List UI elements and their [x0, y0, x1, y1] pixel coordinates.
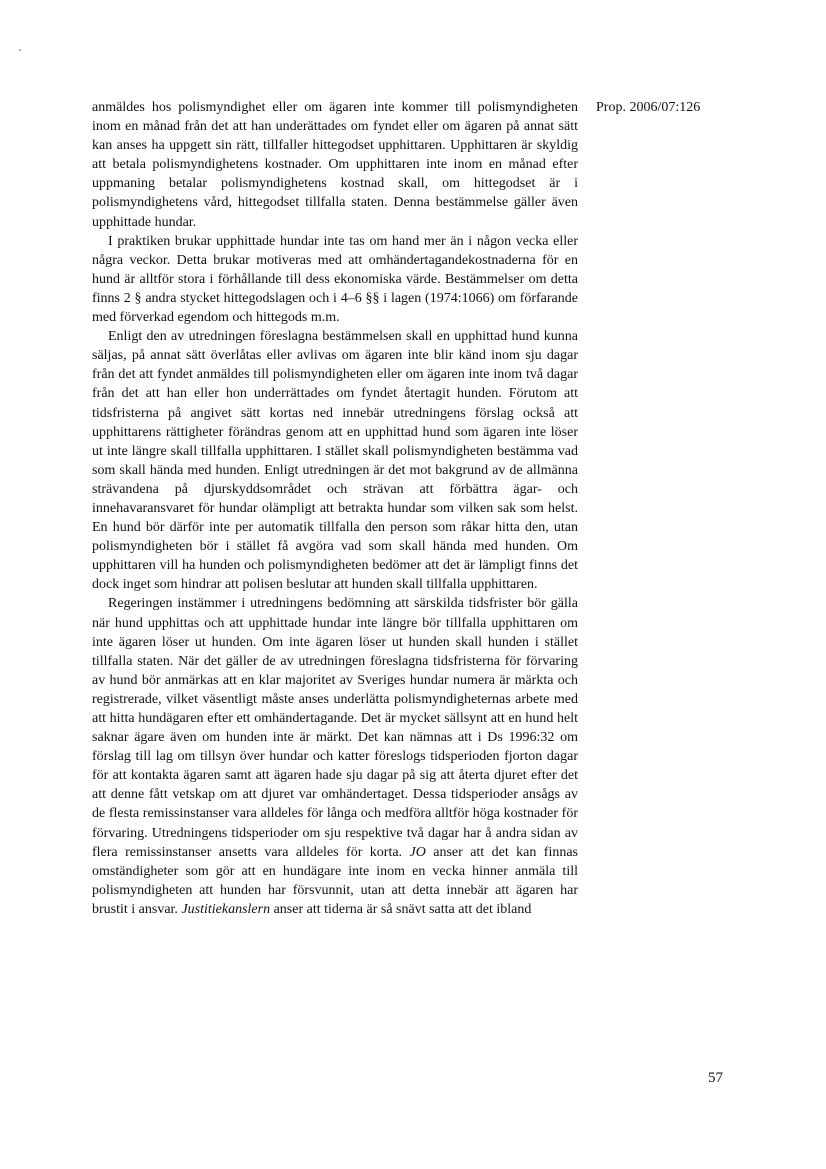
- paragraph-4-text-before: Regeringen instämmer i utredningens bedömning att särskilda tidsfrister bör gälla när hund upphittas och att upphittade hundar inte längre bör tillfalla upphittaren om inte ägaren löser ut hunden. Om inte ägaren löser ut hunden skall hunden i stället tillfalla staten. När det gäller de av utredningen föreslagna tidsfristerna för förvaring av hund bör anmärkas att en klar majoritet av Sveriges hundar numera är märkta och registrerade, vilket väsentligt måste anses underlätta polismyndigheternas arbete med att hitta hundägaren efter ett omhändertagande. Det är mycket sällsynt att en hund helt saknar ägare även om hunden inte är märkt. Det kan nämnas att i Ds 1996:32 om förslag till lag om tillsyn över hundar och katter föreslogs tidsperioden fjorton dagar för att kontakta ägaren samt att ägaren hade sju dagar på sig att återta djuret efter det att denne fått vetskap om att djuret var omhändertaget. Dessa tidsperioder ansågs av de flesta remissinstanser vara alldeles för långa och medföra alltför höga kostnader för förvaring. Utredningens tidsperioder om sju respektive två dagar har å andra sidan av flera remissinstanser ansetts vara alldeles för korta.: [92, 596, 578, 860]
- jo-emphasis: JO: [409, 844, 426, 860]
- paragraph-2: I praktiken brukar upphittade hundar inte tas om hand mer än i någon vecka eller några veckor. Detta brukar motiveras med att omhändertagandekostnaderna för en hund är alltför stora i förhållande till dess ekonomiska värde. Bestämmelser om detta finns 2 § andra stycket hittegodslagen och i 4–6 §§ i lagen (1974:1066) om förfarande med förverkad egendom och hittegods m.m.: [92, 233, 578, 326]
- body-text: [92, 98, 578, 919]
- page-number: 57: [708, 1070, 723, 1086]
- paragraph-4: [92, 594, 578, 919]
- justitiekanslern-emphasis: Justitiekanslern: [181, 901, 271, 917]
- proposition-reference: Prop. 2006/07:126: [596, 100, 701, 115]
- paragraph-4-text-middle: anser att det kan finnas omständigheter som gör att en hundägare inte inom en vecka hinner anmäla till polismyndigheten att hunden har försvunnit, utan att detta innebär att ägaren har brustit i ansvar.: [92, 844, 578, 917]
- paragraph-1: anmäldes hos polismyndighet eller om ägaren inte kommer till polismyndigheten inom en månad från det att han underättades om fyndet eller om ägaren på annat sätt kan anses ha uppgett sin rätt, tillfaller hittegodset upphittaren. Upphittaren är skyldig att betala polismyndighetens kostnader. Om upphittaren inte inom en månad efter uppmaning betalar polismyndighetens kostnad skall, om hittegodset är i polismyndighetens vård, hittegodset tillfalla staten. Denna bestämmelse gäller även upphittade hundar.: [92, 100, 578, 230]
- scan-speck: [19, 49, 21, 51]
- paragraph-3: Enligt den av utredningen föreslagna bestämmelsen skall en upphittad hund kunna säljas, på annat sätt överlåtas eller avlivas om ägaren inte blir känd inom sju dagar från det att fyndet anmäldes till polismyndigheten eller om ägaren inte inom två dagar från det att han eller hon underrättades om fyndet återtagit hunden. Förutom att tidsfristerna på angivet sätt kortas ned innebär utredningens förslag också att upphittarens rättigheter förändras genom att en upphittad hund som ägaren inte löser ut inte längre skall tillfalla upphittaren. I stället skall polismyndigheten bestämma vad som skall hända med hunden. Enligt utredningen är det mot bakgrund av de allmänna strävandena på djurskyddsområdet och strävan att förbättra ägar- och innehavaransvaret för hundar olämpligt att betrakta hundar som vilken sak som helst. En hund bör därför inte per automatik tillfalla den person som råkar hitta den, utan polismyndigheten bör i stället få avgöra vad som skall hända med hunden. Om upphittaren vill ha hunden och polismyndigheten bedömer att det är lämpligt finns det dock inget som hindrar att polisen beslutar att hunden skall tillfalla upphittaren.: [92, 329, 578, 593]
- paragraph-4-text-after: anser att tiderna är så snävt satta att det ibland: [270, 901, 532, 917]
